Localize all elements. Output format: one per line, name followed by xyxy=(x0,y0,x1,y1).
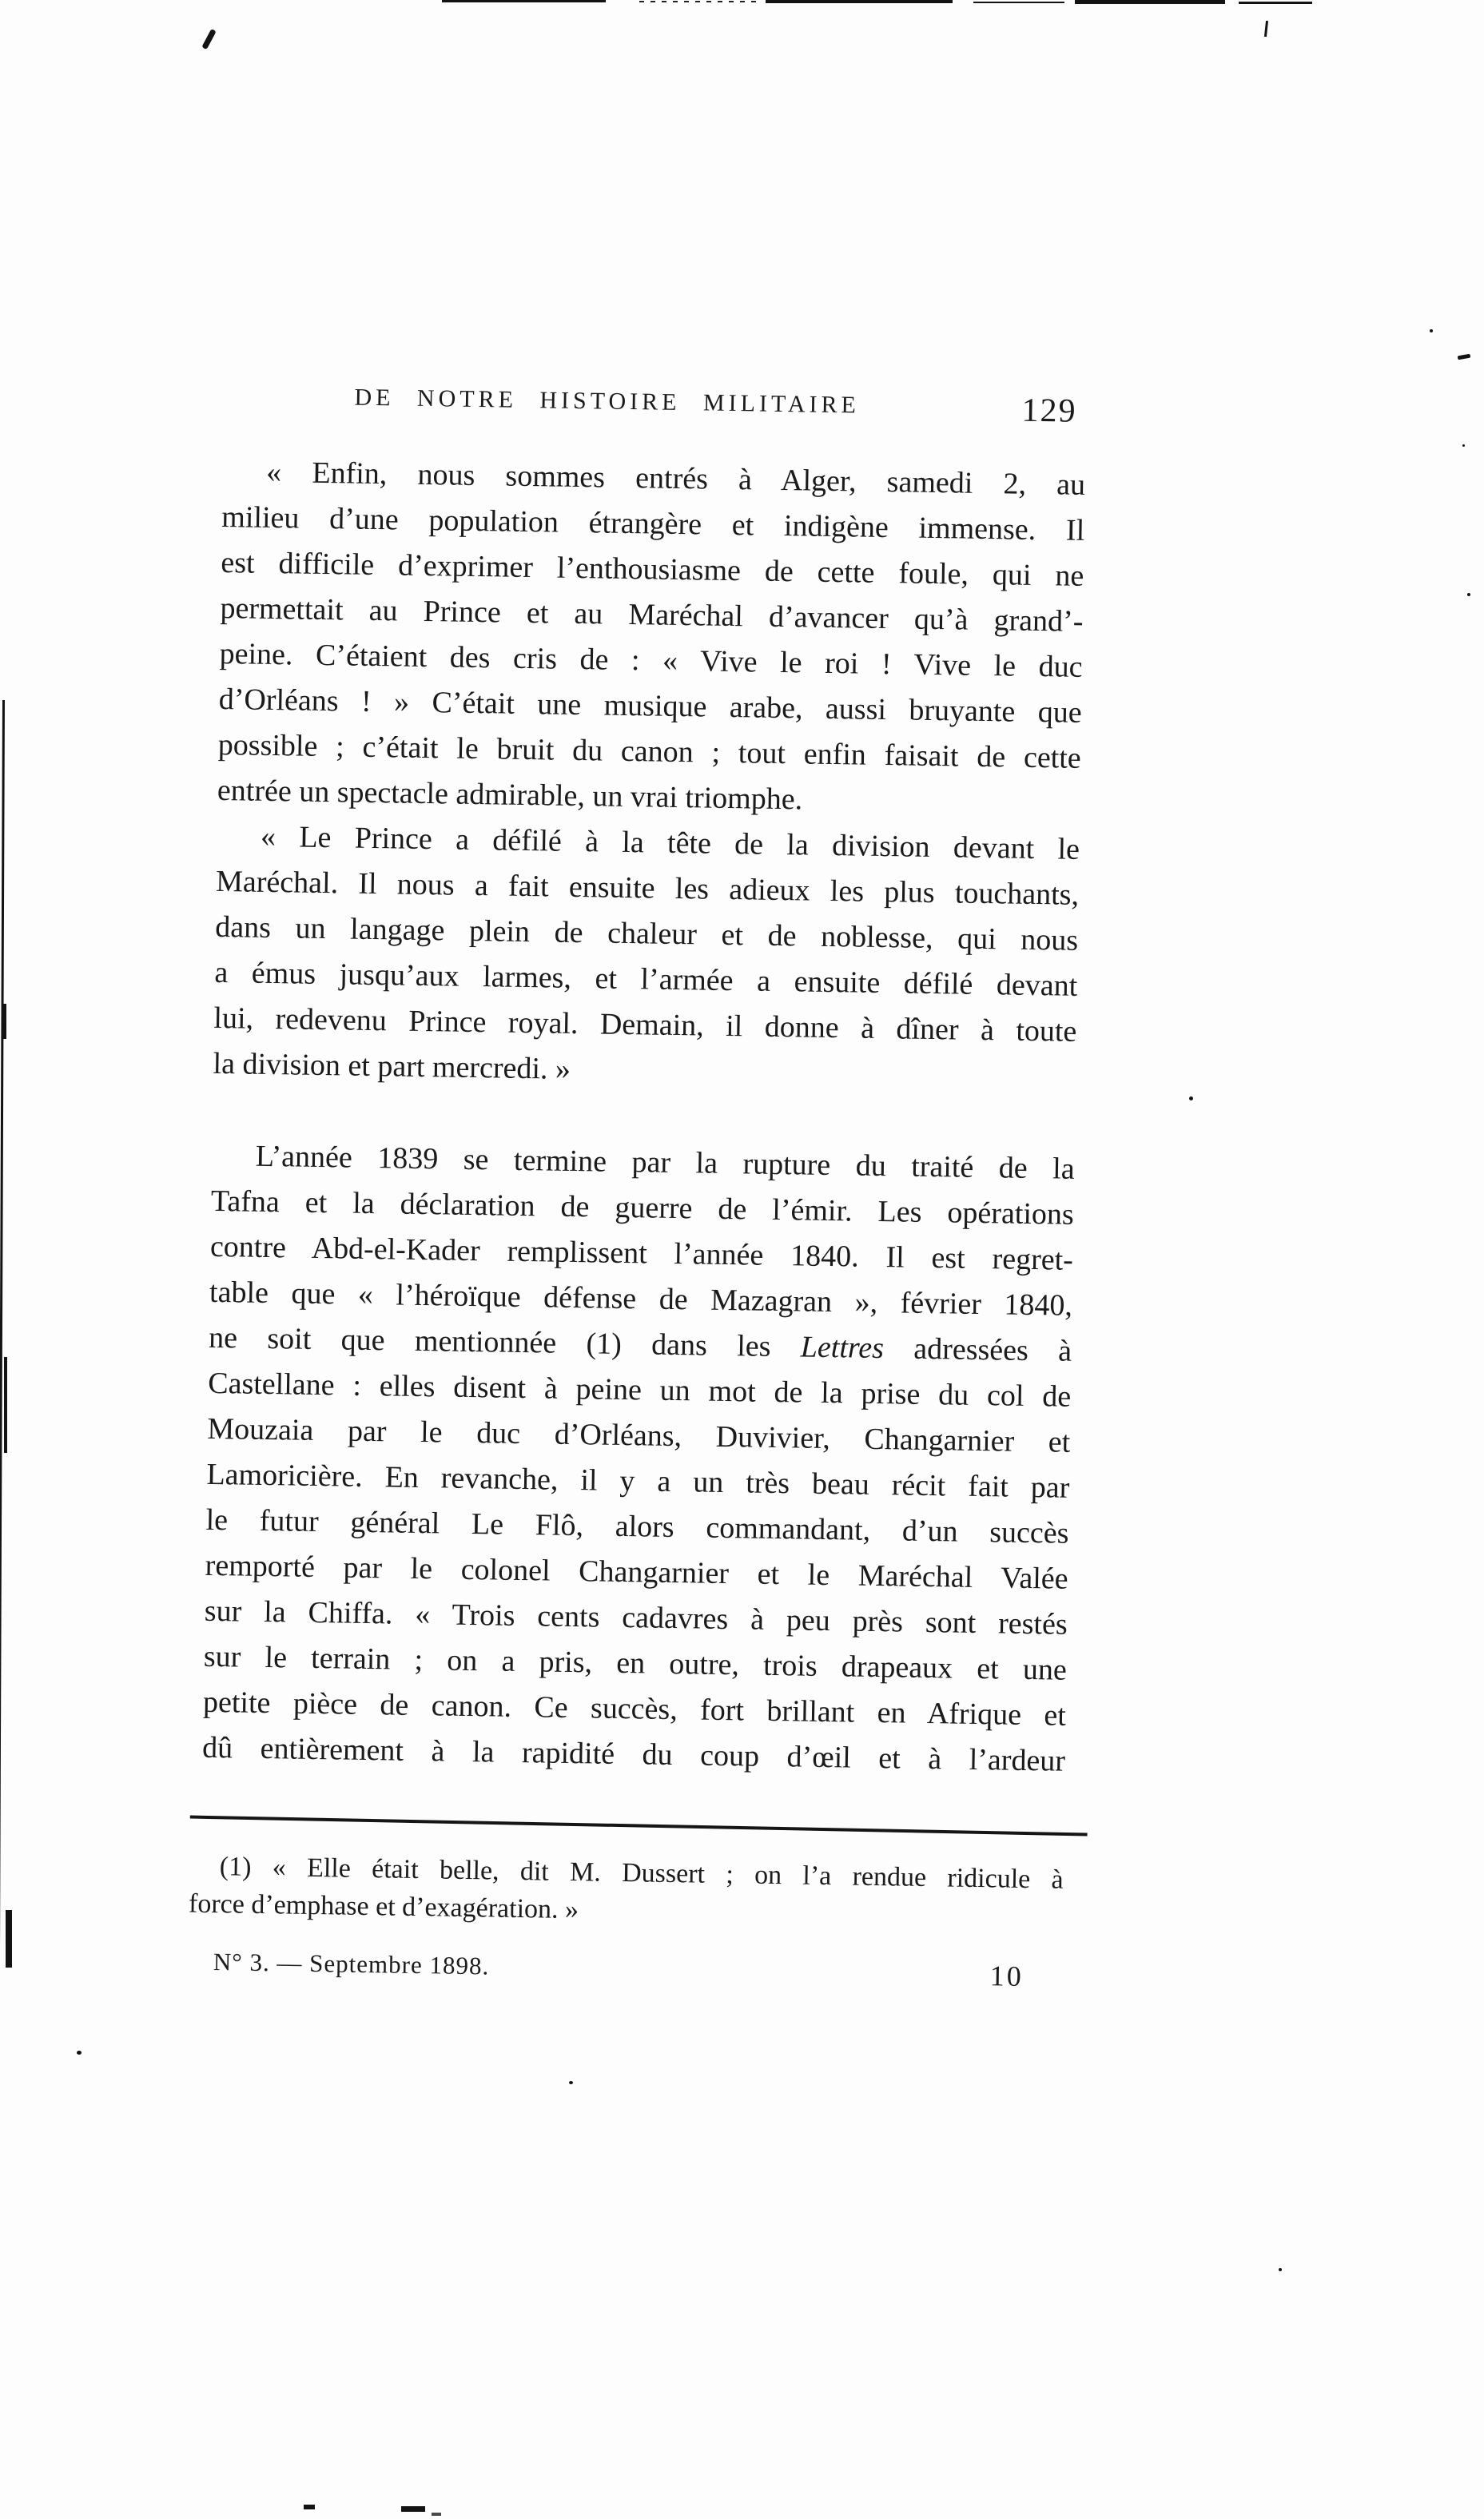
text-line: est difficile d’exprimer l’enthousiasme de cette foule, qui ne xyxy=(221,545,1084,593)
scan-speck xyxy=(1430,329,1433,332)
text-line: contre Abd-el-Kader remplissent l’année 1840. Il est regret- xyxy=(209,1229,1074,1277)
page-header xyxy=(223,382,1087,436)
scan-speck xyxy=(1279,2268,1282,2271)
text-line: a émus jusqu’aux larmes, et l’armée a ensuite défilé devant xyxy=(214,955,1078,1003)
scan-speck xyxy=(1462,444,1465,447)
scan-edge-mark xyxy=(766,0,953,3)
scan-speck xyxy=(1264,21,1268,37)
issue-imprint: N° 3. — Septembre 1898. xyxy=(213,1948,490,1980)
text-line: permettait au Prince et au Maréchal d’avancer qu’à grand’- xyxy=(220,591,1084,639)
text-line: Maréchal. Il nous a fait ensuite les adieux les plus touchants, xyxy=(215,864,1080,912)
text-line: (1) « Elle était belle, dit M. Dussert ; on l’a rendue ridicule à xyxy=(219,1852,1064,1895)
scan-edge-mark xyxy=(442,0,606,2)
text-line: force d’emphase et d’exagération. » xyxy=(188,1888,579,1925)
footnote-separator-rule xyxy=(190,1816,1088,1837)
text-line: « Enfin, nous sommes entrés à Alger, samedi 2, au xyxy=(265,455,1086,502)
scan-speck xyxy=(1467,593,1470,596)
signature-number: 10 xyxy=(989,1960,1024,1992)
text-line: sur la Chiffa. « Trois cents cadavres à peu près sont restés xyxy=(204,1594,1068,1642)
scan-edge-mark xyxy=(6,1910,12,1968)
page-footer xyxy=(199,1944,1063,1991)
scan-edge-mark xyxy=(1239,2,1312,4)
text-line: L’année 1839 se termine par la rupture du traité de la xyxy=(255,1139,1075,1186)
scan-edge-mark xyxy=(2,1004,6,1039)
line-segment: adressées à xyxy=(883,1331,1072,1368)
page-content xyxy=(188,382,1087,1992)
text-line: entrée un spectacle admirable, un vrai triomphe. xyxy=(217,773,803,817)
text-line: dans un langage plein de chaleur et de noblesse, qui nous xyxy=(214,909,1079,957)
line-segment: ne soit que mentionnée (1) dans les xyxy=(208,1320,802,1364)
scan-speck xyxy=(1189,1096,1193,1100)
text-line: possible ; c’était le bruit du canon ; tout enfin faisait de cette xyxy=(217,727,1082,775)
text-line: sur le terrain ; on a pris, en outre, trois drapeaux et une xyxy=(203,1639,1068,1687)
scan-speck xyxy=(1458,354,1471,360)
scan-speck xyxy=(569,2081,573,2084)
text-line: petite pièce de canon. Ce succès, fort brillant en Afrique et xyxy=(202,1685,1067,1733)
text-line: remporté par le colonel Changarnier et le Maréchal Valée xyxy=(205,1548,1068,1596)
text-line: d’Orléans ! » C’était une musique arabe, aussi bruyante que xyxy=(218,682,1082,730)
paragraph xyxy=(213,814,1080,1100)
scan-speck xyxy=(201,29,216,50)
scan-edge-mark xyxy=(432,2513,441,2516)
text-line: lui, redevenu Prince royal. Demain, il donne à dîner à toute xyxy=(213,1001,1077,1049)
page-number: 129 xyxy=(1021,392,1077,430)
scan-edge-mark xyxy=(4,1357,7,1453)
italic-term: Lettres xyxy=(800,1330,885,1366)
scan-edge-mark xyxy=(1075,0,1225,4)
text-line: la division et part mercredi. » xyxy=(213,1046,571,1086)
scan-edge-mark xyxy=(639,1,759,2)
scan-edge-mark xyxy=(973,2,1064,3)
scan-edge-mark xyxy=(401,2506,425,2512)
text-line: table que « l’héroïque défense de Mazagran », février 1840, xyxy=(209,1275,1073,1323)
scan-speck xyxy=(77,2051,82,2055)
scan-edge-mark xyxy=(304,2505,315,2509)
paragraph xyxy=(217,449,1086,827)
text-line: dû entièrement à la rapidité du coup d’œil et à l’ardeur xyxy=(201,1730,1066,1778)
body-text xyxy=(202,449,1086,1785)
text-line: Mouzaia par le duc d’Orléans, Duvivier, Changarnier et xyxy=(207,1411,1071,1459)
text-line: peine. C’étaient des cris de : « Vive le roi ! Vive le duc xyxy=(219,636,1083,684)
text-line: Castellane : elles disent à peine un mot de la prise du col de xyxy=(207,1366,1072,1414)
text-line: « Le Prince a défilé à la tête de la division devant le xyxy=(260,819,1080,866)
text-line: milieu d’une population étrangère et indigène immense. Il xyxy=(221,499,1085,547)
text-line: Lamoricière. En revanche, il y a un très beau récit fait par xyxy=(206,1457,1070,1505)
running-title: DE NOTRE HISTOIRE MILITAIRE xyxy=(354,384,861,419)
text-line: le futur général Le Flô, alors commandant, d’un succès xyxy=(205,1502,1069,1550)
footnote xyxy=(189,1848,1064,1936)
text-line: Tafna et la déclaration de guerre de l’émir. Les opérations xyxy=(210,1184,1075,1232)
paragraph xyxy=(202,1133,1075,1785)
